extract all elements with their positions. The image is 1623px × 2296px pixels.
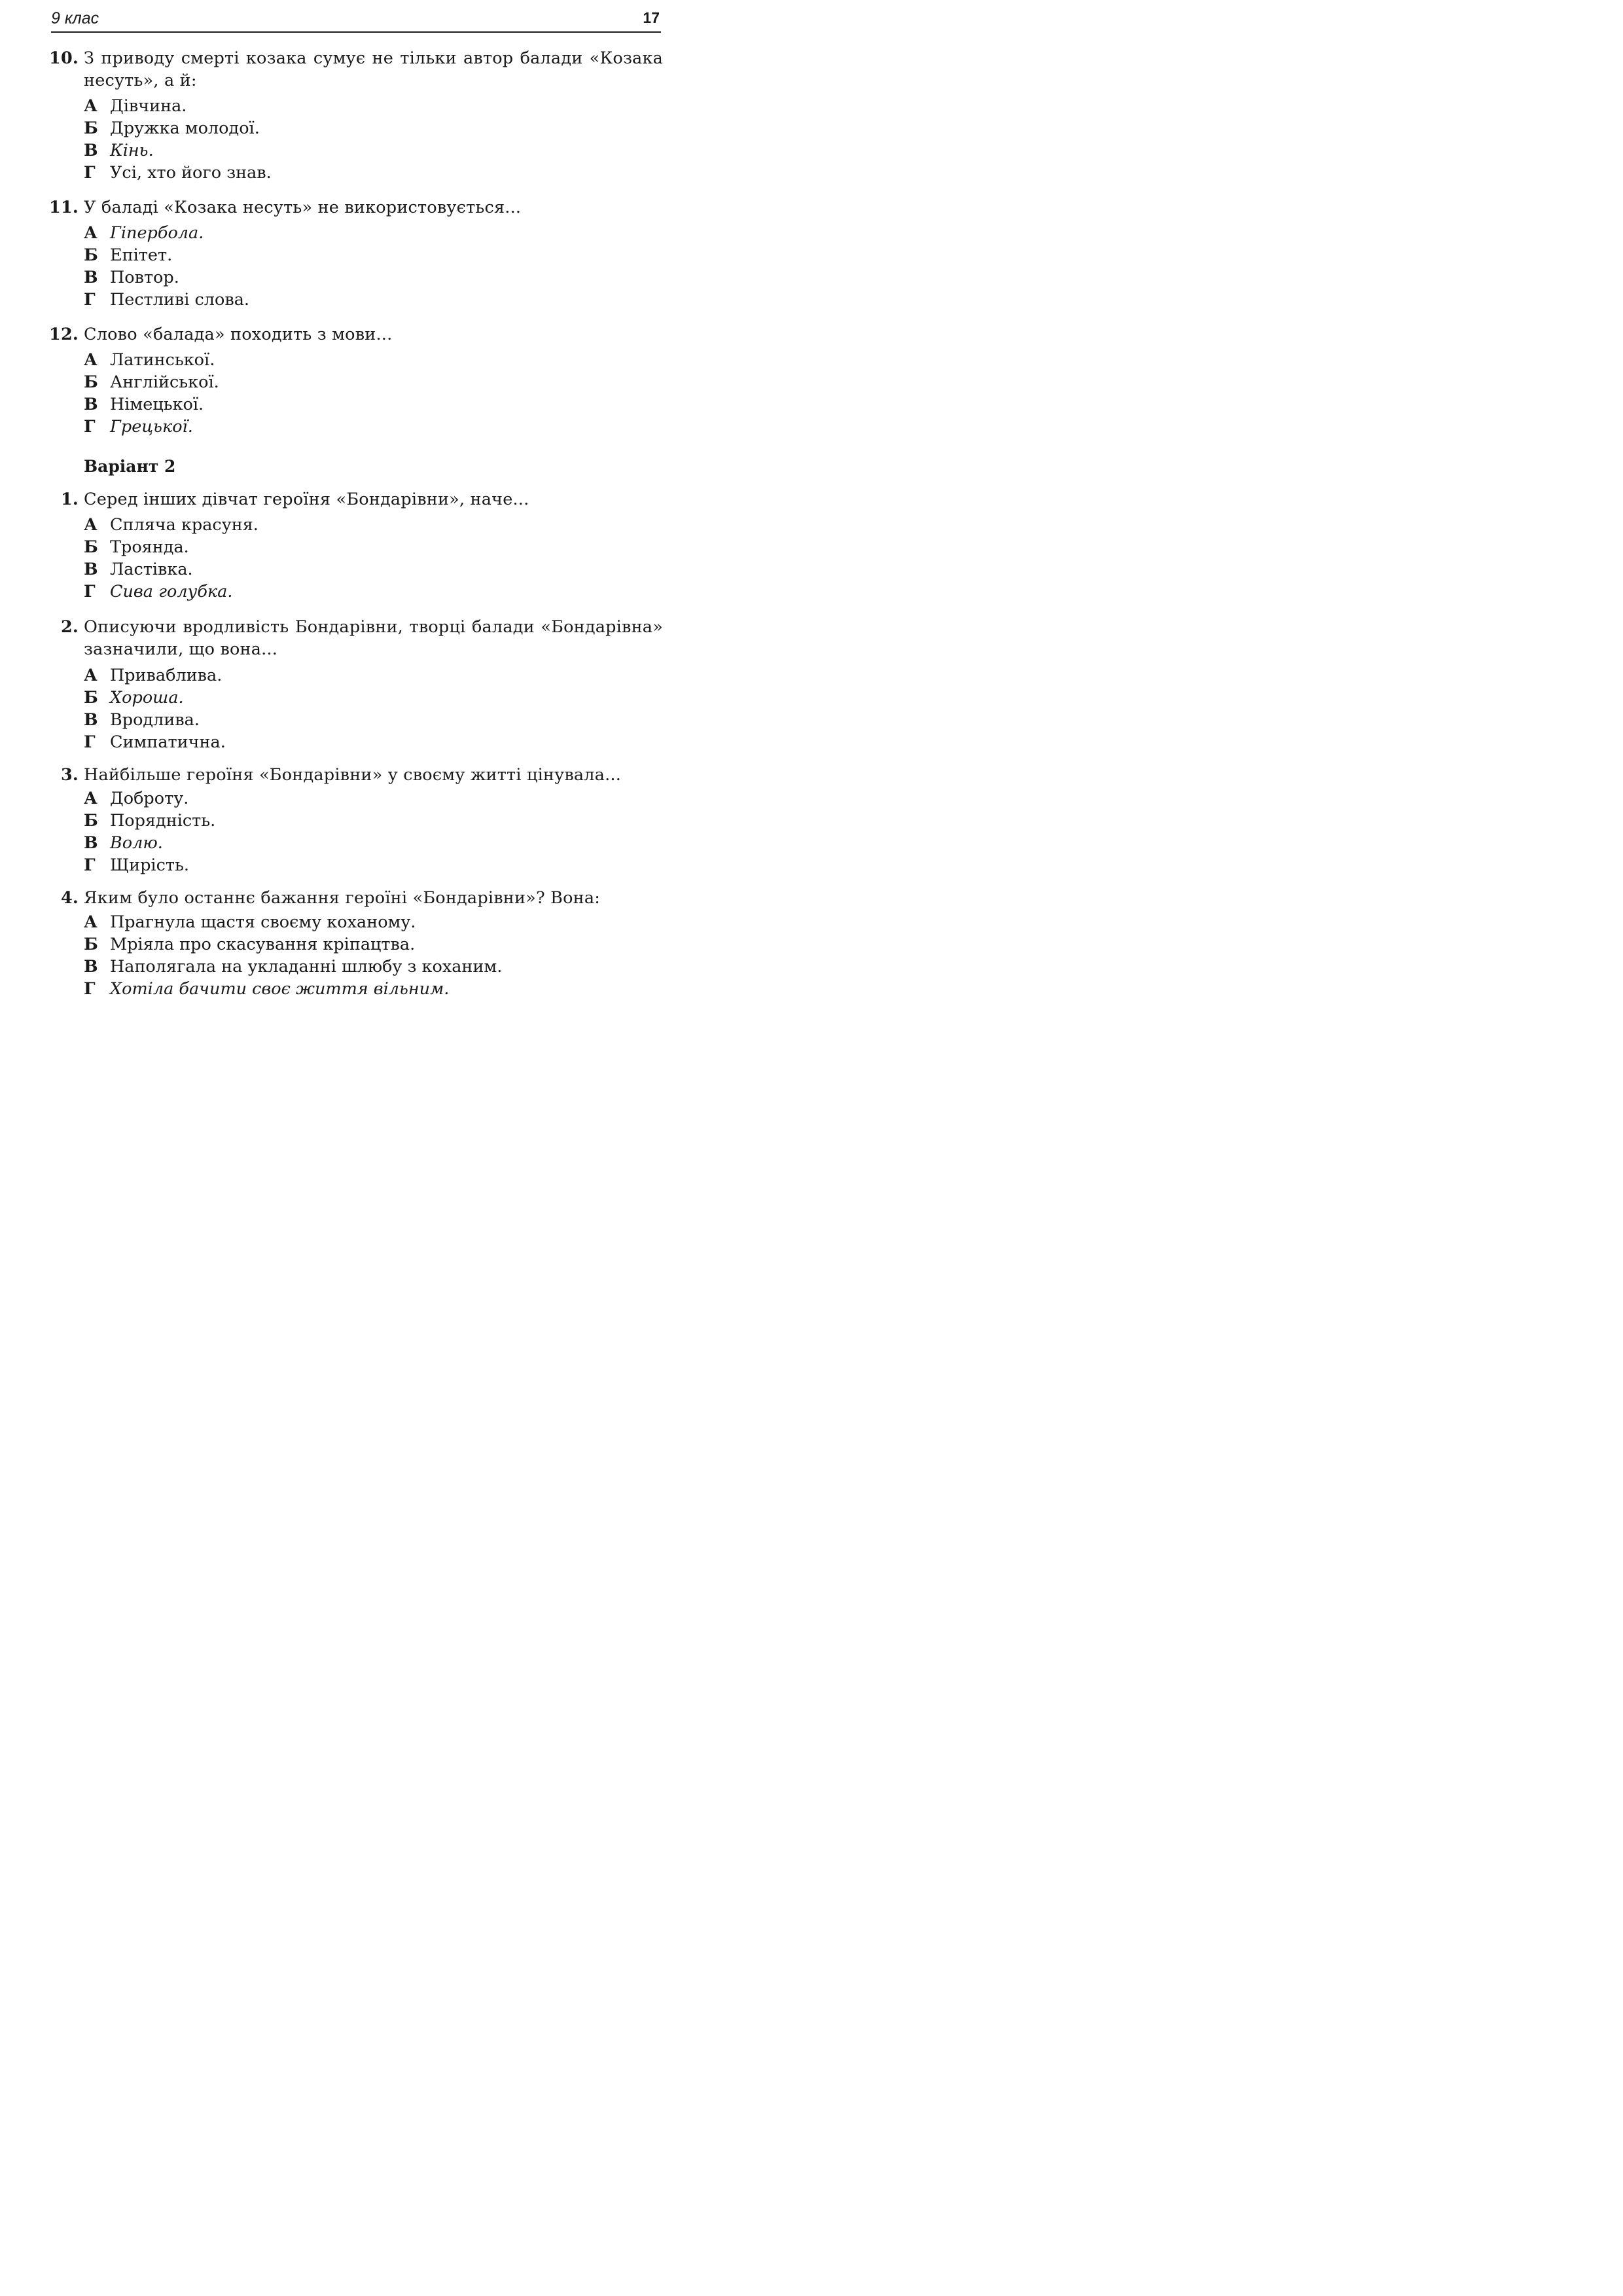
option-letter: Б <box>84 372 98 392</box>
option-letter: Б <box>84 811 98 831</box>
question-text: Найбільше героїня «Бондарівни» у своєму житті цінувала... <box>84 765 622 785</box>
option-b <box>84 810 215 832</box>
option-letter: Б <box>84 688 98 708</box>
option-text: Мріяла про скасування кріпацтва. <box>110 935 416 954</box>
option-b <box>84 244 172 266</box>
running-head <box>51 9 661 31</box>
option-letter: Б <box>84 245 98 265</box>
option-a <box>84 514 259 536</box>
option-c <box>84 393 204 416</box>
option-text: Спляча красуня. <box>110 515 259 535</box>
option-letter: Г <box>84 855 96 875</box>
option-text: Дівчина. <box>110 96 187 116</box>
option-text-answer: Хороша. <box>110 688 184 708</box>
option-a <box>84 95 187 117</box>
option-d <box>84 581 232 603</box>
option-text-answer: Хотіла бачити своє життя вільним. <box>110 979 450 999</box>
question-number: 4. <box>60 888 79 908</box>
option-d <box>84 978 449 1000</box>
header-title: 9 клас <box>51 9 99 27</box>
option-letter: В <box>84 957 98 977</box>
option-text: Наполягала на укладанні шлюбу з коханим. <box>110 957 503 977</box>
option-letter: Б <box>84 537 98 557</box>
option-d <box>84 416 193 438</box>
question-number: 10. <box>49 48 79 68</box>
option-text: Приваблива. <box>110 666 223 685</box>
option-letter: А <box>84 789 98 808</box>
option-text-answer: Волю. <box>110 833 163 853</box>
question-number: 2. <box>60 617 79 637</box>
question-number: 3. <box>60 765 79 785</box>
option-a <box>84 349 215 371</box>
option-text-answer: Сива голубка. <box>110 582 233 601</box>
option-letter: А <box>84 96 98 116</box>
option-letter: В <box>84 710 98 730</box>
option-letter: Г <box>84 417 96 437</box>
option-text: Повтор. <box>110 268 179 287</box>
option-letter: В <box>84 833 98 853</box>
option-d <box>84 854 189 876</box>
option-letter: Г <box>84 163 96 183</box>
option-b <box>84 687 184 709</box>
question-text: Яким було останнє бажання героїні «Бондарівни»? Вона: <box>84 888 601 908</box>
question-text: Слово «балада» походить з мови... <box>84 325 393 344</box>
option-letter: В <box>84 268 98 287</box>
question-number: 1. <box>60 490 79 509</box>
option-d <box>84 731 226 753</box>
option-d <box>84 162 272 184</box>
option-text: Вродлива. <box>110 710 200 730</box>
option-text: Усі, хто його знав. <box>110 163 272 183</box>
option-c <box>84 558 193 581</box>
question-text: У баладі «Козака несуть» не використовується... <box>84 198 522 217</box>
option-c <box>84 832 163 854</box>
option-c <box>84 956 502 978</box>
option-letter: В <box>84 560 98 579</box>
option-letter: Г <box>84 290 96 310</box>
option-a <box>84 911 416 933</box>
option-text: Англійської. <box>110 372 219 392</box>
option-text-answer: Грецької. <box>110 417 193 437</box>
option-letter: А <box>84 223 98 243</box>
header-rule <box>51 31 661 33</box>
option-c <box>84 709 200 731</box>
option-a <box>84 787 188 810</box>
variant-heading: Варіант 2 <box>84 457 176 476</box>
option-letter: А <box>84 912 98 932</box>
question-text: З приводу смерті козака сумує не тільки автор балади «Козака несуть», а й: <box>84 48 663 90</box>
option-text: Латинської. <box>110 350 215 370</box>
option-text-answer: Кінь. <box>110 141 154 160</box>
option-a <box>84 222 204 244</box>
option-text: Пестливі слова. <box>110 290 250 310</box>
option-b <box>84 536 189 558</box>
option-text: Прагнула щастя своєму коханому. <box>110 912 416 932</box>
option-c <box>84 139 154 162</box>
question-text: Серед інших дівчат героїня «Бондарівни», наче... <box>84 490 529 509</box>
option-b <box>84 371 219 393</box>
option-text: Дружка молодої. <box>110 118 260 138</box>
option-letter: А <box>84 350 98 370</box>
option-letter: А <box>84 666 98 685</box>
option-text: Симпатична. <box>110 732 226 752</box>
option-b <box>84 933 415 956</box>
option-d <box>84 289 249 311</box>
option-text: Порядність. <box>110 811 216 831</box>
option-b <box>84 117 260 139</box>
option-letter: Г <box>84 979 96 999</box>
option-c <box>84 266 179 289</box>
option-text: Доброту. <box>110 789 189 808</box>
question-number: 11. <box>49 198 79 217</box>
option-letter: Г <box>84 582 96 601</box>
question-number: 12. <box>49 325 79 344</box>
option-letter: А <box>84 515 98 535</box>
option-letter: В <box>84 141 98 160</box>
question-text: Описуючи вродливість Бондарівни, творці балади «Бондарівна» зазначили, що вона... <box>84 617 663 659</box>
option-a <box>84 664 222 687</box>
page-number: 17 <box>643 9 660 26</box>
option-text: Епітет. <box>110 245 173 265</box>
option-text: Німецької. <box>110 395 204 414</box>
option-letter: В <box>84 395 98 414</box>
page <box>0 0 720 1018</box>
option-letter: Б <box>84 935 98 954</box>
option-text: Ластівка. <box>110 560 193 579</box>
option-letter: Г <box>84 732 96 752</box>
option-text-answer: Гіпербола. <box>110 223 204 243</box>
option-text: Троянда. <box>110 537 189 557</box>
option-letter: Б <box>84 118 98 138</box>
option-text: Щирість. <box>110 855 189 875</box>
